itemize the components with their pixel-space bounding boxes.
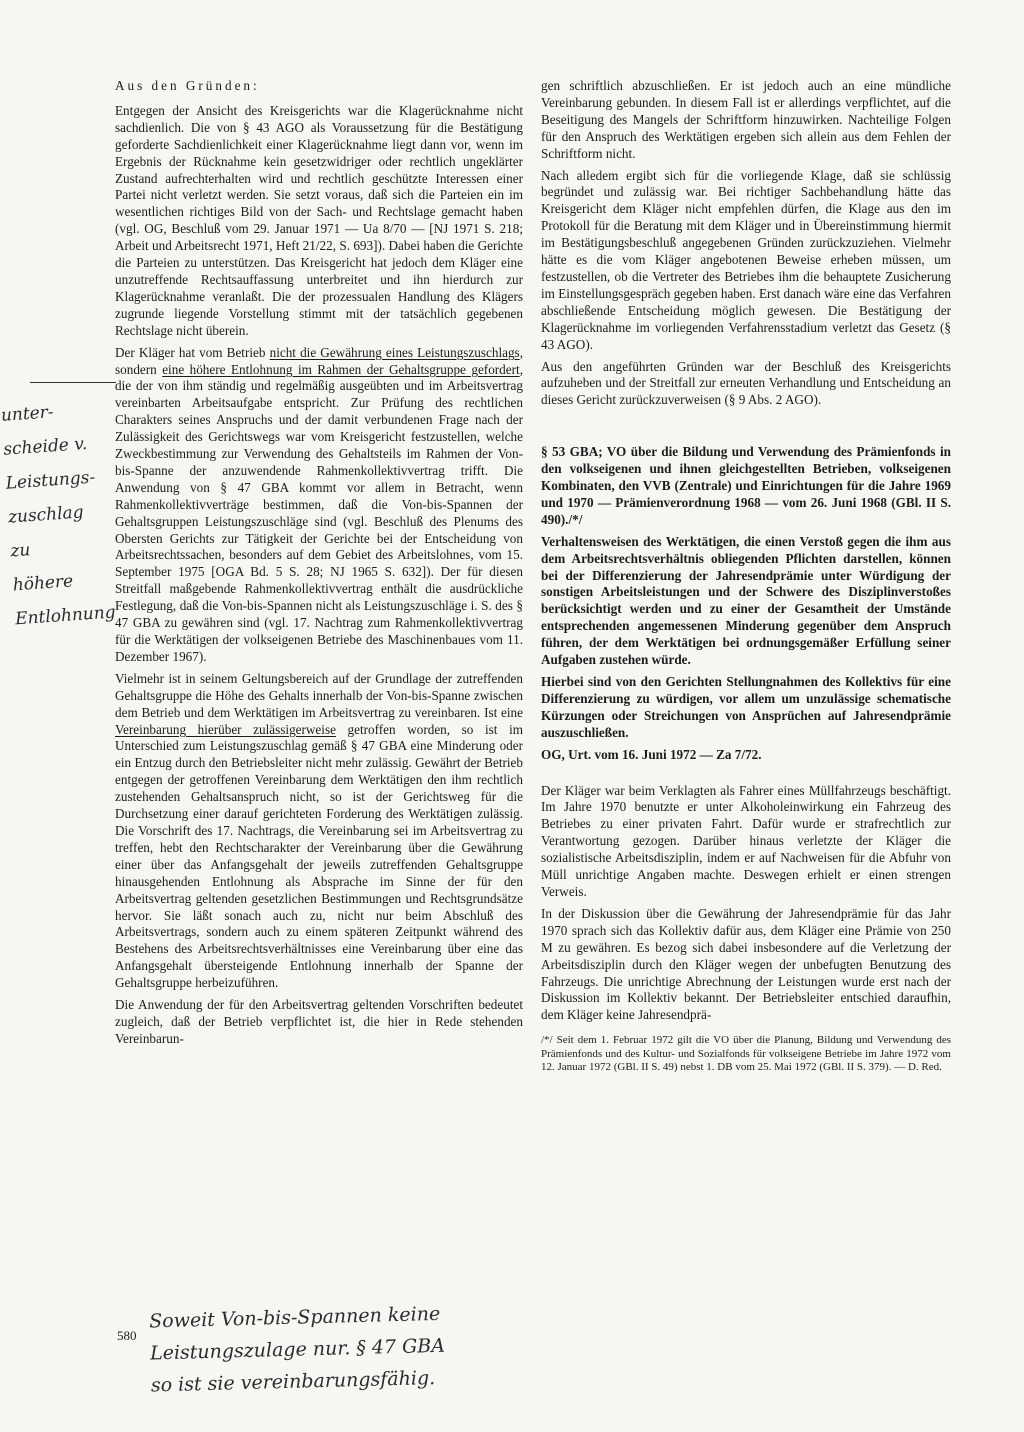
left-column — [115, 78, 523, 1053]
section-heading: Aus den Gründen: — [115, 78, 260, 93]
spacer — [541, 414, 951, 444]
paragraph — [115, 345, 523, 666]
headnote: Hierbei sind von den Gerichten Stellungnahmen des Kollektivs für eine Differenzierung zu würdigen, vor allem um unzulässige schematische Kürzungen oder Streichungen von Ansprüchen auf Jahresendprämie auszuschließen. — [541, 674, 951, 740]
case-heading: § 53 GBA; VO über die Bildung und Verwendung des Prämienfonds in den volkseigenen und ihnen gleichgestellten Betrieben, volkseigenen Kombinaten, den VVB (Zentrale) und Einrichtungen für die Jahre 1969 und 1970 — Prämienverordnung 1968 — vom 26. Juni 1968 (GBl. II S. 490)./*/ — [541, 444, 951, 527]
headnote: Verhaltensweisen des Werktätigen, die einen Verstoß gegen die ihm aus dem Arbeitsrechtsverhältnis obliegenden Pflichten darstellen, können bei der Differenzierung der Jahresendprämie unter Würdigung der sonstigen Arbeitsleistungen und der Schwere des Disziplinverstoßes berücksichtigt werden und zu einer der Gesamtheit der Umstände entsprechenden angemessenen Minderung gegenüber dem Anspruch führen, der dem Werktätigen bei ordnungsgemäßer Erfüllung seiner Aufgaben zustehen würde. — [541, 533, 951, 668]
underlined-text: Vereinbarung hierüber zulässigerweise — [115, 721, 336, 737]
text-run: , sondern — [115, 344, 523, 377]
page-number: 580 — [117, 1328, 137, 1343]
text-run: , die der von ihm ständig und regelmäßig ausgeübten und im Arbeitsvertrag vereinbarten Arbeitsaufgabe entspricht. Zur Prüfung des rechtlichen Charakters seines Anspruchs und der damit verbundenen Frage nach der Zulässigkeit des Gerichtswegs war vom Kreisgericht festzustellen, welche Zweckbestimmung zur Verwendung des Gehaltsteils im Rahmen der Von-bis-Spanne der anzuwendende Rahmenkollektivvertrag trifft. Die Anwendung von § 47 GBA kommt vor allem in Betracht, wenn Rahmenkollektivverträge bestimmen, daß die Von-bis-Spannen der Gehaltsgruppen Leistungszuschläge sind (vgl. Beschluß des Plenums des Obersten Gerichts zur Tätigkeit der Gerichte bei der Entscheidung von Arbeitsrechtssachen, besonders auf dem Gebiet des Arbeitslohnes, vom 15. September 1975 [OGA Bd. 5 S. 28; NJ 1965 S. 632]). Der für diesen Streitfall maßgebende Rahmenkollektivvertrag enthält die ausdrückliche Festlegung, daß die Von-bis-Spannen nicht als Leistungszuschläge i. S. des § 47 GBA zu gewähren sind (vgl. 17. Nachtrag zum Rahmenkollektivvertrag für die Werktätigen der volkseigenen Betriebe des Maschinenbaues vom 11. Dezember 1967). — [115, 361, 523, 664]
text-run: getroffen worden, so ist im Unterschied zum Leistungszuschlag gemäß § 47 GBA eine Minderung oder ein Entzug durch den Betriebsleiter nicht mehr zulässig. Gewährt der Betrieb entgegen der getroffenen Vereinbarung dem Werktätigen den ihm rechtlich zustehenden Gehaltsanspruch nicht, so ist der Gerichtsweg für die Durchsetzung einer darauf gerichteten Forderung des Werktätigen zulässig. Die Vorschrift des 17. Nachtrags, die Vereinbarung sei im Arbeitsvertrag zu treffen, hebt den Rechtscharakter der Vereinbarung über die Gewährung einer über das Anfangsgehalt der jeweils zutreffenden Gehaltsgruppe hinausgehenden Entlohnung als Absprache im Sinne der für den Arbeitsvertrag geltenden gesetzlichen Bestimmungen und Rechtsgrundsätze hervor. Sie läßt sonach auch zu, nicht nur beim Abschluß des Arbeitsvertrags, sondern auch zu einem späteren Zeitpunkt während des Bestehens des Arbeitsrechtsverhältnisses eine Vereinbarung über eine das Anfangsgehalt übersteigende Entlohnung innerhalb der Spanne der Gehaltsgruppe herbeizuführen. — [115, 721, 523, 991]
spacer — [541, 769, 951, 783]
paragraph: Aus den angeführten Gründen war der Beschluß des Kreisgerichts aufzuheben und der Streitfall zur erneuten Verhandlung und Entscheidung an dieses Gericht zurückzuverweisen (§ 9 Abs. 2 AGO). — [541, 358, 951, 408]
paragraph: Die Anwendung der für den Arbeitsvertrag geltenden Vorschriften bedeutet zugleich, daß der Betrieb verpflichtet ist, die hier in Rede stehenden Vereinbarun- — [115, 997, 523, 1046]
right-column — [541, 78, 951, 1079]
paragraph: Entgegen der Ansicht des Kreisgerichts war die Klagerücknahme nicht sachdienlich. Die von § 43 AGO als Voraussetzung für die Bestätigung geforderte Sachdienlichkeit einer Klagerücknahme liegt dann vor, wenn im Ergebnis der Rücknahme kein gesetzwidriger oder rechtlich ungeklärter Zustand aufrechterhalten wird und rechtlich geschützte Interessen einer Partei nicht verletzt werden. Sie setzt voraus, daß sich die Parteien ein im wesentlichen richtiges Bild von der Sach- und Rechtslage gemacht haben (vgl. OG, Beschluß vom 29. Januar 1971 — Ua 8/70 — [NJ 1971 S. 218; Arbeit und Arbeitsrecht 1971, Heft 21/22, S. 693]). Dabei haben die Gerichte die Parteien zu unterstützen. Das Kreisgericht hat jedoch dem Kläger eine unzutreffende Rechtsauffassung unterbreitet und ihn hierdurch zur Klagerücknahme veranlaßt. Die der prozessualen Handlung des Klägers zugrunde liegende Vorstellung stimmt mit der tatsächlich gegebenen Rechtslage nicht überein. — [115, 102, 523, 338]
handwritten-bottom-note: Soweit Von-bis-Spannen keine Leistungszulage nur. § 47 GBA so ist sie vereinbarungsfähig. — [148, 1302, 446, 1397]
paragraph: In der Diskussion über die Gewährung der Jahresendprämie für das Jahr 1970 sprach sich das Kollektiv dafür aus, dem Kläger eine Prämie von 250 M zu gewähren. Es bezog sich dabei insbesondere auf die Verletzung der Arbeitsdisziplin durch den Kläger wegen der unbefugten Benutzung des Fahrzeugs. Die unrichtige Abrechnung der Leistungen wurde erst nach der Diskussion im Kollektiv bekannt. Der Betriebsleiter entschied daraufhin, dem Kläger keine Jahresendprä- — [541, 905, 951, 1023]
text-run: Vielmehr ist in seinem Geltungsbereich auf der Grundlage der zutreffenden Gehaltsgruppe die Höhe des Gehalts innerhalb der Von-bis-Spanne zwischen dem Betrieb und dem Werktätigen im Arbeitsvertrag zu vereinbaren. Ist eine — [115, 670, 523, 720]
paragraph: gen schriftlich abzuschließen. Er ist jedoch auch an eine mündliche Vereinbarung gebunden. In diesem Fall ist er allerdings verpflichtet, auf die Beseitigung des Mangels der Schriftform hinzuwirken. Nachteilige Folgen für den Anspruch des Werktätigen ergeben sich allein aus dem Fehlen der Schriftform nicht. — [541, 78, 951, 161]
margin-pen-line — [30, 382, 116, 383]
text-run: Der Kläger hat vom Betrieb — [115, 344, 270, 360]
footnote: /*/ Seit dem 1. Februar 1972 gilt die VO über die Planung, Bildung und Verwendung des Prämienfonds und des Kultur- und Sozialfonds für volkseigene Betriebe im Jahre 1972 vom 12. Januar 1972 (GBl. II S. 49) nebst 1. DB vom 25. Mai 1972 (GBl. II S. 379). — D. Red. — [541, 1034, 951, 1074]
underlined-text: eine höhere Entlohnung im Rahmen der Gehaltsgruppe gefordert — [162, 361, 520, 377]
paragraph: Nach alledem ergibt sich für die vorliegende Klage, daß sie schlüssig begründet und zulässig war. Bei richtiger Sachbehandlung hätte das Kreisgericht dem Kläger nicht empfehlen dürfen, die Klage aus den im Protokoll für die Beratung mit dem Kläger und in Übereinstimmung hiermit im Bestätigungsbeschluß angegebenen Gründen zurückzuziehen. Vielmehr hätte es die vom Kläger angebotenen Beweise erheben müssen, um festzustellen, ob die Vertreter des Betriebes ihm die behauptete Zusicherung im Einstellungsgespräch gegeben haben. Erst danach wäre eine das Verfahren abschließende Entscheidung möglich gewesen. Die Bestätigung der Klagerücknahme im vorliegenden Verfahrensstadium verletzt das Gesetz (§ 43 AGO). — [541, 167, 951, 352]
underlined-text: nicht die Gewährung eines Leistungszuschlags — [269, 344, 520, 360]
paragraph — [115, 671, 523, 992]
paragraph: Der Kläger war beim Verklagten als Fahrer eines Müllfahrzeugs beschäftigt. Im Jahre 1970 benutzte er unter Alkoholeinwirkung ein Fahrzeug des Betriebes zu einer privaten Fahrt. Dafür wurde er strafrechtlich zur Verantwortung gezogen. Darüber hinaus verletzte der Kläger die sozialistische Arbeitsdisziplin, indem er auf Nachweisen für die Abfuhr von Müll unrichtige Angaben machte. Deswegen erhielt er einen strengen Verweis. — [541, 782, 951, 899]
citation: OG, Urt. vom 16. Juni 1972 — Za 7/72. — [541, 746, 762, 762]
handwritten-margin-note: unter- scheide v. Leistungs- zuschlag zu höhere Entlohnung — [0, 402, 117, 630]
